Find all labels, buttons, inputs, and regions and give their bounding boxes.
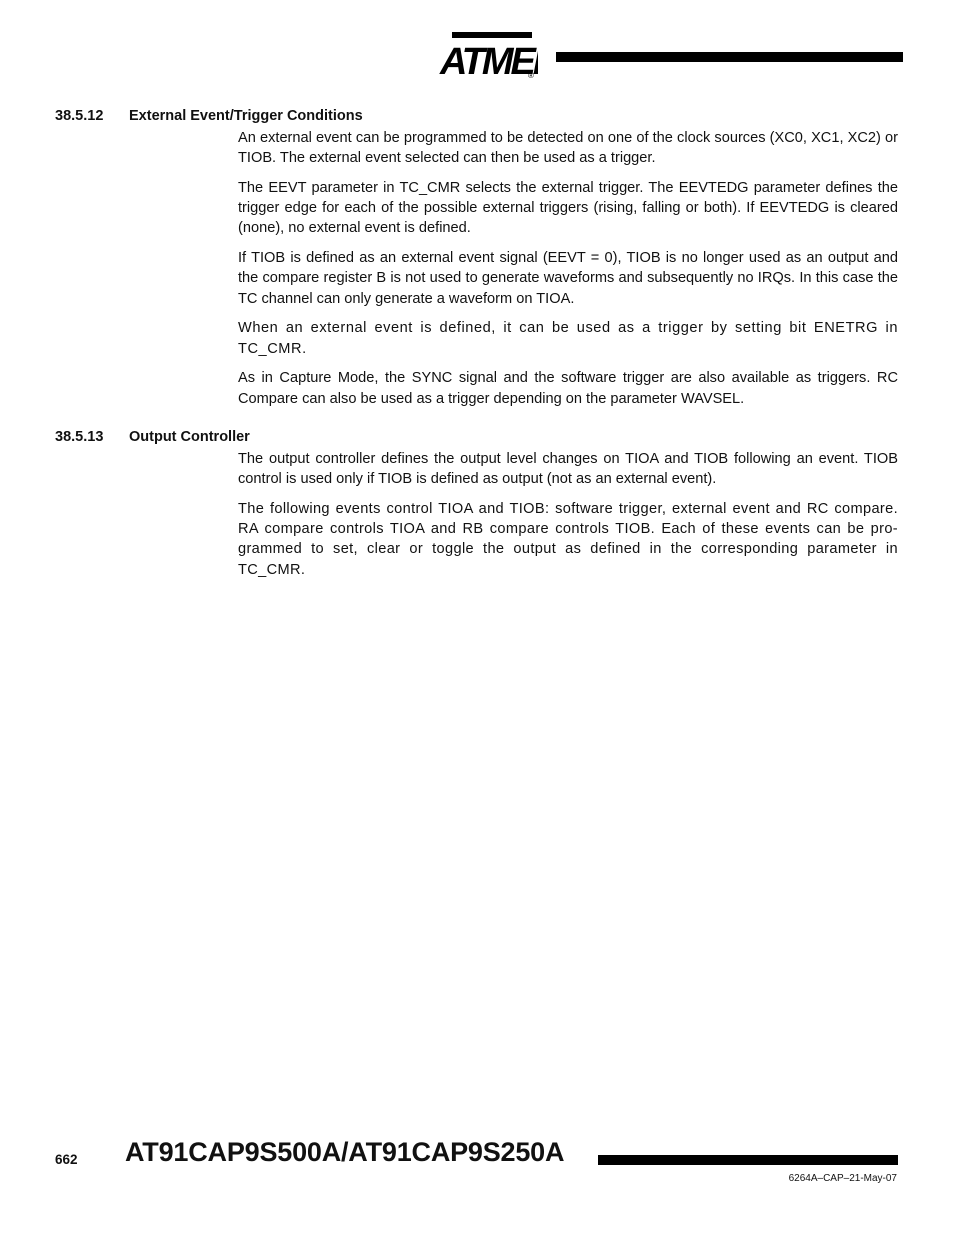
- paragraph: An external event can be programmed to be detected on one of the clock sources (XC0, XC1, XC2) or TIOB. The external event selected can then be used as a trigger.: [238, 130, 898, 167]
- paragraph: The following events control TIOA and TIOB: software trigger, external event and RC compare. RA compare controls TIOA and RB compare controls TIOB. Each of these events can be pro-grammed to set, clear or toggle the output as defined in the corresponding parameter in TC_CMR.: [238, 501, 898, 578]
- section-number: 38.5.12: [55, 108, 104, 124]
- section-body: [238, 449, 898, 589]
- section-number: 38.5.13: [55, 429, 104, 445]
- logo-text: ATME: [440, 41, 533, 82]
- paragraph: The output controller defines the output level changes on TIOA and TIOB following an event. TIOB control is used only if TIOB is defined as output (not as an external event).: [238, 451, 898, 488]
- section-body: [238, 128, 898, 418]
- registered-mark: ®: [528, 71, 534, 80]
- paragraph: As in Capture Mode, the SYNC signal and the software trigger are also available as triggers. RC Compare can also be used as a trigger depending on the parameter WAVSEL.: [238, 370, 898, 407]
- header-bar: [556, 52, 903, 62]
- section-heading: [55, 429, 250, 445]
- paragraph: The EEVT parameter in TC_CMR selects the external trigger. The EEVTEDG parameter defines the trigger edge for each of the possible external triggers (rising, falling or both). If EEVTEDG is cleared (none), no external event is defined.: [238, 180, 898, 237]
- paragraph: If TIOB is defined as an external event signal (EEVT = 0), TIOB is no longer used as an output and the compare register B is not used to generate waveforms and subsequently no IRQs. In this case the TC channel can only generate a waveform on TIOA.: [238, 250, 898, 307]
- footer-bar: [598, 1155, 898, 1165]
- atmel-logo: [438, 30, 538, 82]
- section-heading: [55, 108, 363, 124]
- paragraph: When an external event is defined, it can be used as a trigger by setting bit ENETRG in TC_CMR.: [238, 320, 898, 357]
- document-title: AT91CAP9S500A/AT91CAP9S250A: [125, 1137, 565, 1167]
- section-title: External Event/Trigger Conditions: [129, 108, 363, 124]
- page-number: 662: [55, 1152, 78, 1167]
- section-title: Output Controller: [129, 429, 250, 445]
- document-reference: 6264A–CAP–21-May-07: [788, 1173, 897, 1184]
